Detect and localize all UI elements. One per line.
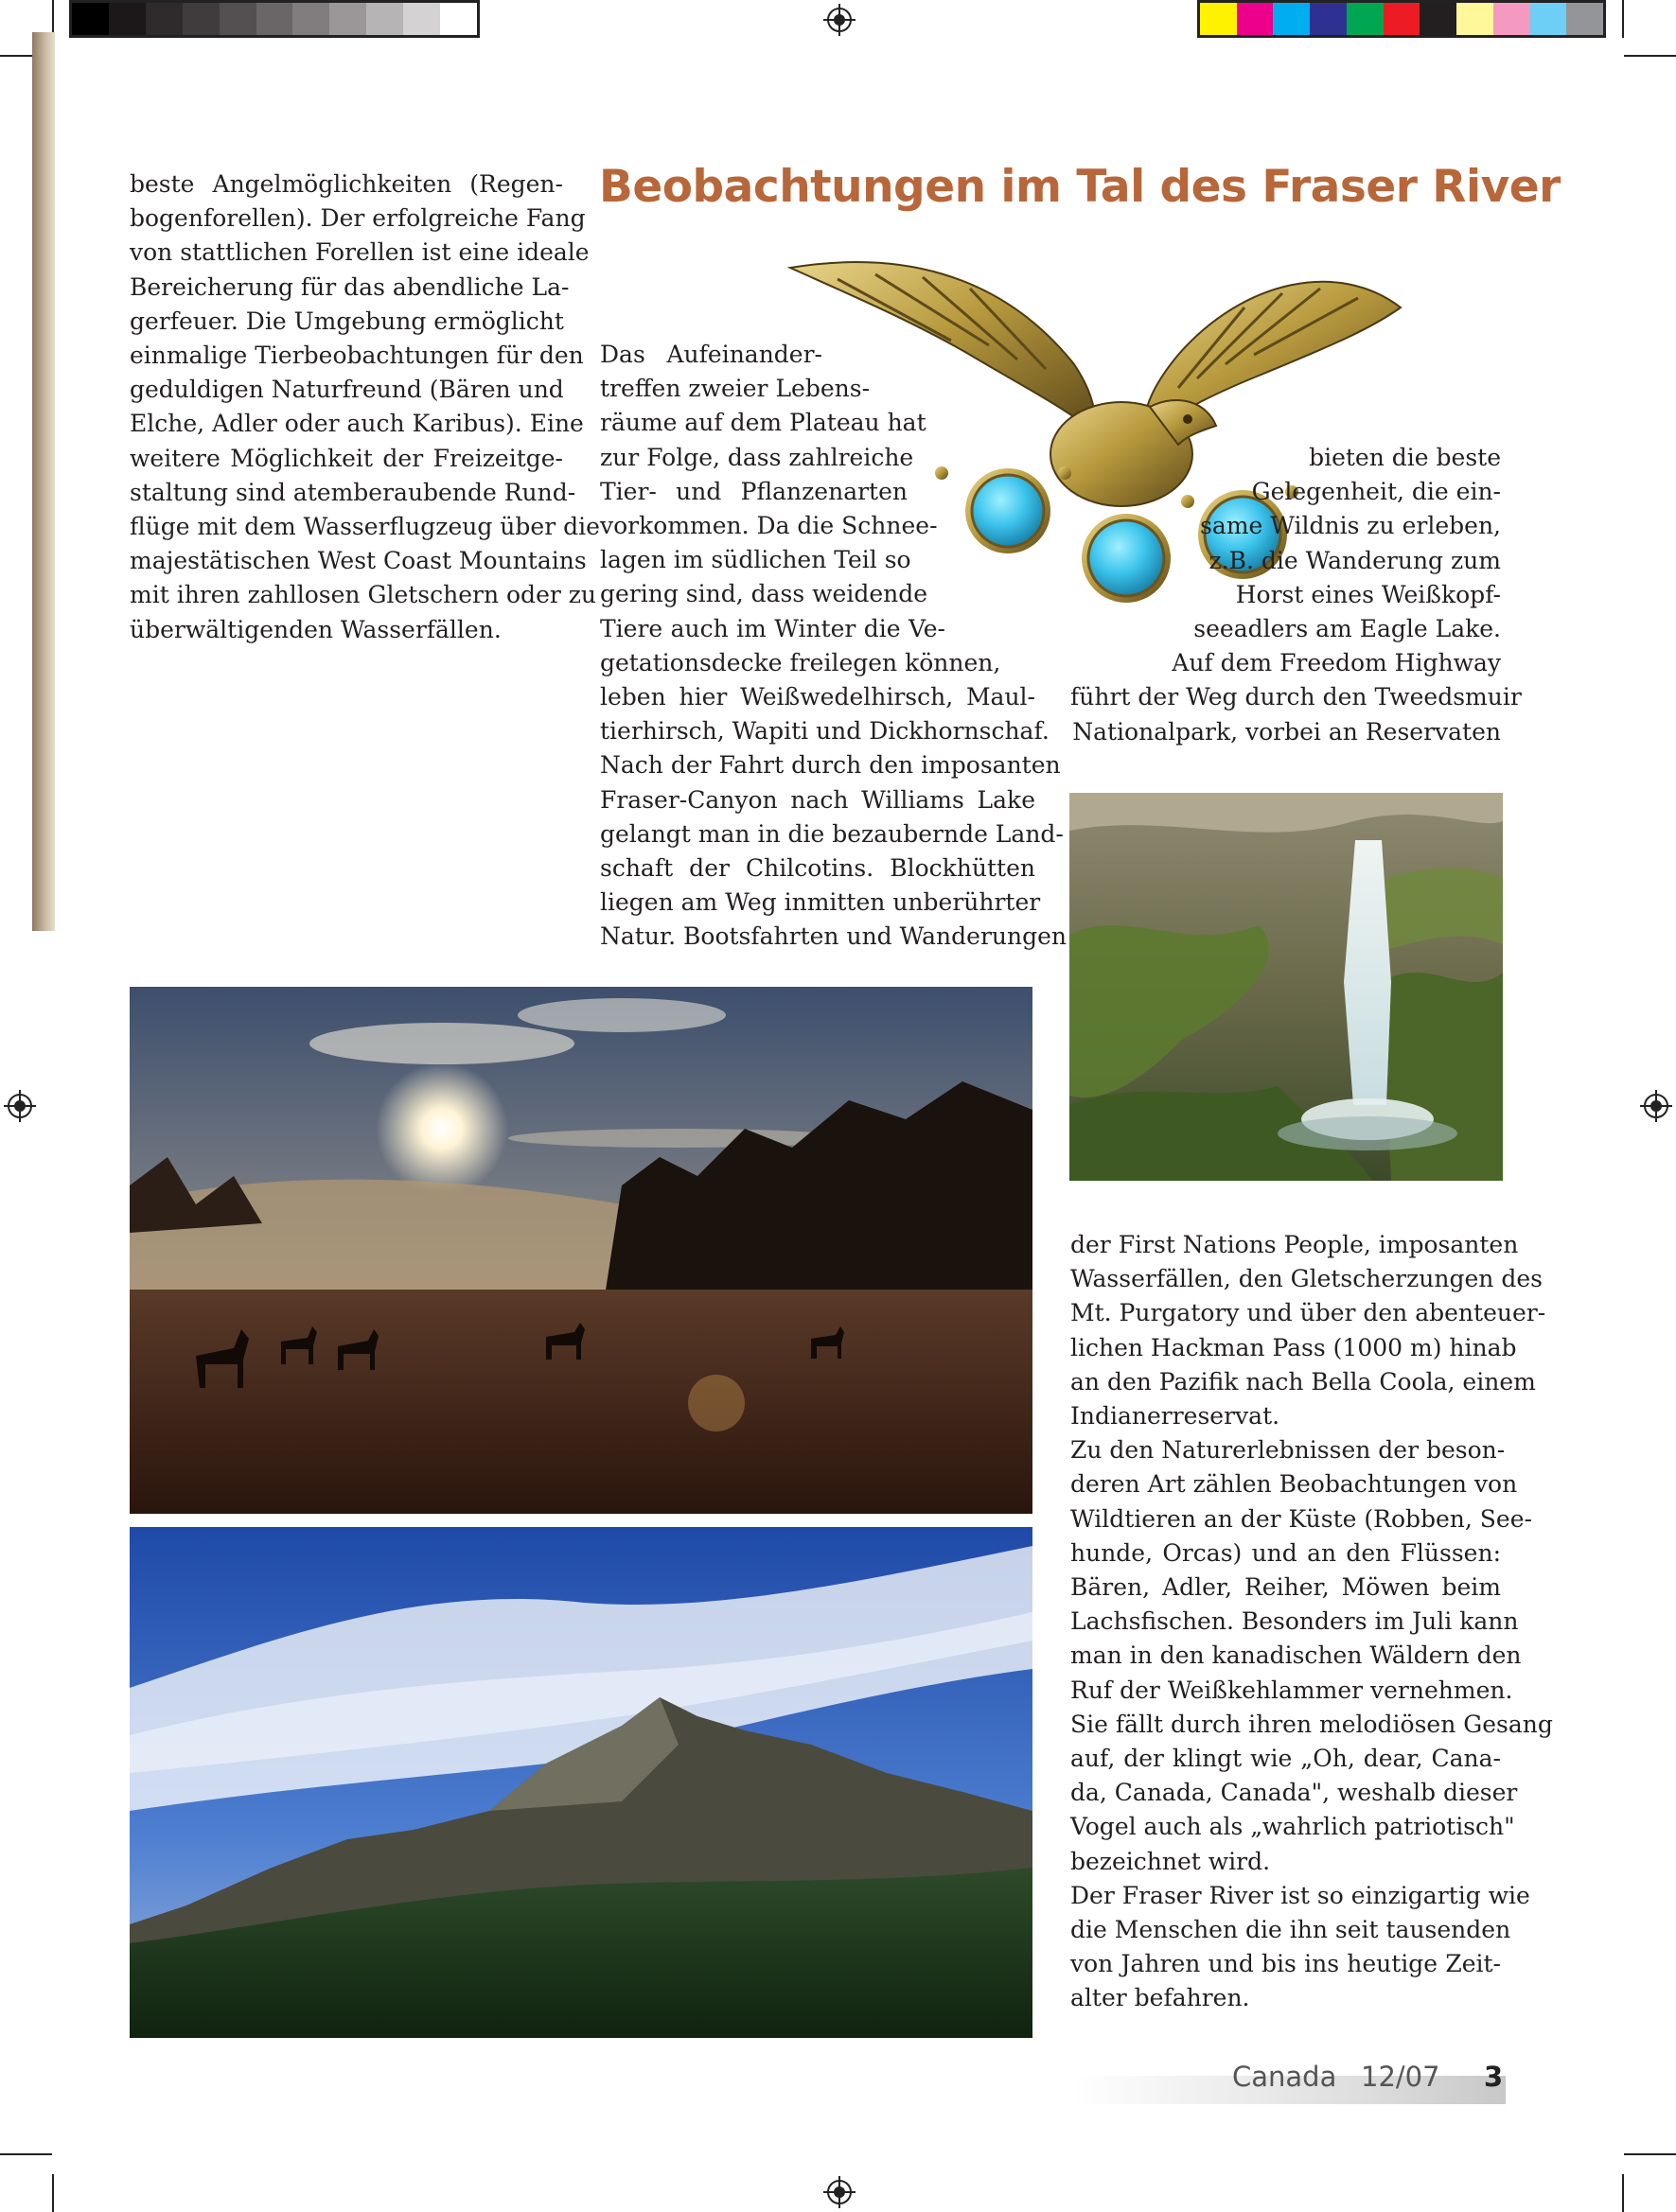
text-line: deren Art zählen Beobachtungen von: [1070, 1470, 1518, 1499]
grayscale-swatch: [292, 3, 329, 35]
text-line: Nach der Fahrt durch den imposanten: [600, 751, 1061, 780]
text-line: an den Pazifik nach Bella Coola, einem: [1070, 1367, 1536, 1396]
grayscale-swatch: [329, 3, 366, 35]
text-line: zur Folge, dass zahlreiche: [600, 443, 914, 471]
text-line: gelangt man in die bezaubernde Land-: [600, 819, 1064, 848]
crop-mark: [0, 2153, 52, 2155]
text-line: beste Angelmöglichkeiten (Regen-: [130, 170, 563, 198]
text-line: gering sind, dass weidende: [600, 580, 928, 608]
process-swatch: [1310, 3, 1347, 35]
text-line: Horst eines Weißkopf-: [1235, 580, 1501, 608]
text-line: Auf dem Freedom Highway: [1172, 649, 1501, 677]
registration-mark-bottom: [823, 2176, 856, 2208]
text-line: liegen am Weg inmitten unberührter: [600, 888, 1041, 917]
text-line: lagen im südlichen Teil so: [600, 546, 911, 574]
text-line: leben hier Weißwedelhirsch, Maul-: [600, 683, 1035, 711]
middle-column-text: [600, 338, 1067, 955]
text-line: führt der Weg durch den Tweedsmuir: [1070, 683, 1522, 711]
footer-issue: 12/07: [1361, 2061, 1440, 2093]
text-line: Ruf der Weißkehlammer vernehmen.: [1070, 1676, 1513, 1704]
text-line: Vogel auch als „wahrlich patriotisch": [1070, 1813, 1515, 1841]
process-swatch: [1493, 3, 1530, 35]
text-line: hunde, Orcas) und an den Flüssen:: [1070, 1538, 1501, 1567]
text-line: Nationalpark, vorbei an Reservaten: [1072, 717, 1501, 746]
grayscale-swatch: [220, 3, 256, 35]
text-line: da, Canada, Canada", weshalb dieser: [1070, 1779, 1518, 1807]
text-line: Tiere auch im Winter die Ve-: [600, 614, 945, 642]
text-line: überwältigenden Wasserfällen.: [130, 615, 502, 643]
grayscale-swatch: [72, 3, 109, 35]
text-line: tierhirsch, Wapiti und Dickhornschaf.: [600, 717, 1050, 746]
text-line: Lachsfischen. Besonders im Juli kann: [1070, 1607, 1519, 1636]
text-line: treffen zweier Lebens-: [600, 375, 871, 403]
right-column-bottom-text: [1070, 1228, 1553, 2016]
text-line: Bereicherung für das abendliche La-: [130, 272, 570, 301]
text-line: bogenforellen). Der erfolgreiche Fang: [130, 204, 586, 233]
text-line: man in den kanadischen Wäldern den: [1070, 1641, 1522, 1670]
mountain-clouds-photo: [130, 1527, 1032, 2038]
text-line: die Menschen die ihn seit tausenden: [1070, 1916, 1511, 1944]
text-line: lichen Hackman Pass (1000 m) hinab: [1070, 1333, 1517, 1361]
grayscale-swatch: [146, 3, 183, 35]
process-swatch: [1273, 3, 1310, 35]
decorative-sidebar-strip: [32, 32, 55, 931]
text-line: Natur. Bootsfahrten und Wanderungen: [600, 922, 1067, 951]
text-line: Elche, Adler oder auch Karibus). Eine: [130, 410, 584, 438]
crop-mark: [1622, 0, 1624, 38]
crop-mark: [1624, 55, 1676, 57]
text-line: same Wildnis zu erleben,: [1200, 512, 1501, 540]
grayscale-swatch: [366, 3, 403, 35]
right-column-top-text: [1070, 441, 1522, 749]
grayscale-swatch: [256, 3, 293, 35]
left-column-text: [130, 167, 600, 647]
text-line: weitere Möglichkeit der Freizeitge-: [130, 444, 563, 472]
registration-mark-top: [823, 4, 856, 36]
text-line: Indianerreservat.: [1070, 1402, 1280, 1431]
text-line: z.B. die Wanderung zum: [1208, 546, 1501, 574]
crop-mark: [52, 2174, 54, 2212]
text-line: Sie fällt durch ihren melodiösen Gesang: [1070, 1710, 1553, 1738]
sunset-meadow-horses-photo: [130, 987, 1032, 1514]
text-line: Tier- und Pflanzenarten: [600, 477, 908, 505]
text-line: majestätischen West Coast Mountains: [130, 547, 587, 575]
text-line: seeadlers am Eagle Lake.: [1193, 615, 1501, 643]
process-swatch: [1384, 3, 1420, 35]
text-line: gerfeuer. Die Umgebung ermöglicht: [130, 307, 564, 335]
text-line: auf, der klingt wie „Oh, dear, Cana-: [1070, 1745, 1501, 1773]
text-line: bezeichnet wird.: [1070, 1847, 1271, 1875]
page-number: 3: [1484, 2061, 1504, 2093]
process-swatch: [1200, 3, 1237, 35]
text-line: Zu den Naturerlebnissen der beson-: [1070, 1436, 1506, 1465]
registration-mark-right: [1640, 1090, 1672, 1122]
crop-mark: [1624, 2153, 1676, 2155]
text-line: räume auf dem Plateau hat: [600, 409, 926, 437]
text-line: der First Nations People, imposanten: [1070, 1231, 1519, 1258]
process-color-bar: [1197, 0, 1606, 38]
text-line: getationsdecke freilegen können,: [600, 648, 1001, 676]
text-line: Bären, Adler, Reiher, Möwen beim: [1070, 1573, 1501, 1602]
text-line: Fraser-Canyon nach Williams Lake: [600, 785, 1035, 814]
article-headline: Beobachtungen im Tal des Fraser River: [599, 161, 1561, 213]
process-swatch: [1420, 3, 1456, 35]
text-line: bieten die beste: [1309, 444, 1501, 471]
grayscale-swatch: [109, 3, 146, 35]
grayscale-swatch: [440, 3, 477, 35]
text-line: geduldigen Naturfreund (Bären und: [130, 376, 564, 404]
text-line: Mt. Purgatory und über den abenteuer-: [1070, 1299, 1546, 1327]
process-swatch: [1566, 3, 1603, 35]
text-line: Der Fraser River ist so einzigartig wie: [1070, 1881, 1530, 1909]
text-line: Wildtieren an der Küste (Robben, See-: [1070, 1504, 1532, 1533]
text-line: Das Aufeinander-: [600, 341, 822, 368]
text-line: flüge mit dem Wasserflugzeug über die: [130, 513, 600, 541]
waterfall-photo: [1069, 793, 1503, 1181]
text-line: mit ihren zahllosen Gletschern oder zu: [130, 581, 597, 609]
text-line: alter befahren.: [1070, 1984, 1250, 2012]
text-line: vorkommen. Da die Schnee-: [600, 512, 938, 540]
process-swatch: [1456, 3, 1493, 35]
grayscale-color-bar: [69, 0, 480, 38]
text-line: Gelegenheit, die ein-: [1251, 478, 1501, 506]
text-line: schaft der Chilcotins. Blockhütten: [600, 854, 1035, 883]
text-line: einmalige Tierbeobachtungen für den: [130, 342, 584, 370]
process-swatch: [1347, 3, 1384, 35]
text-line: Wasserfällen, den Gletscherzungen des: [1070, 1265, 1543, 1293]
grayscale-swatch: [183, 3, 220, 35]
grayscale-swatch: [403, 3, 440, 35]
process-swatch: [1237, 3, 1274, 35]
text-line: von Jahren und bis ins heutige Zeit-: [1070, 1950, 1501, 1978]
registration-mark-left: [4, 1090, 36, 1122]
crop-mark: [1622, 2174, 1624, 2212]
footer-publication: Canada: [1232, 2061, 1337, 2093]
process-swatch: [1530, 3, 1567, 35]
text-line: staltung sind atemberaubende Rund-: [130, 478, 576, 506]
text-line: von stattlichen Forellen ist eine ideale: [130, 238, 590, 267]
